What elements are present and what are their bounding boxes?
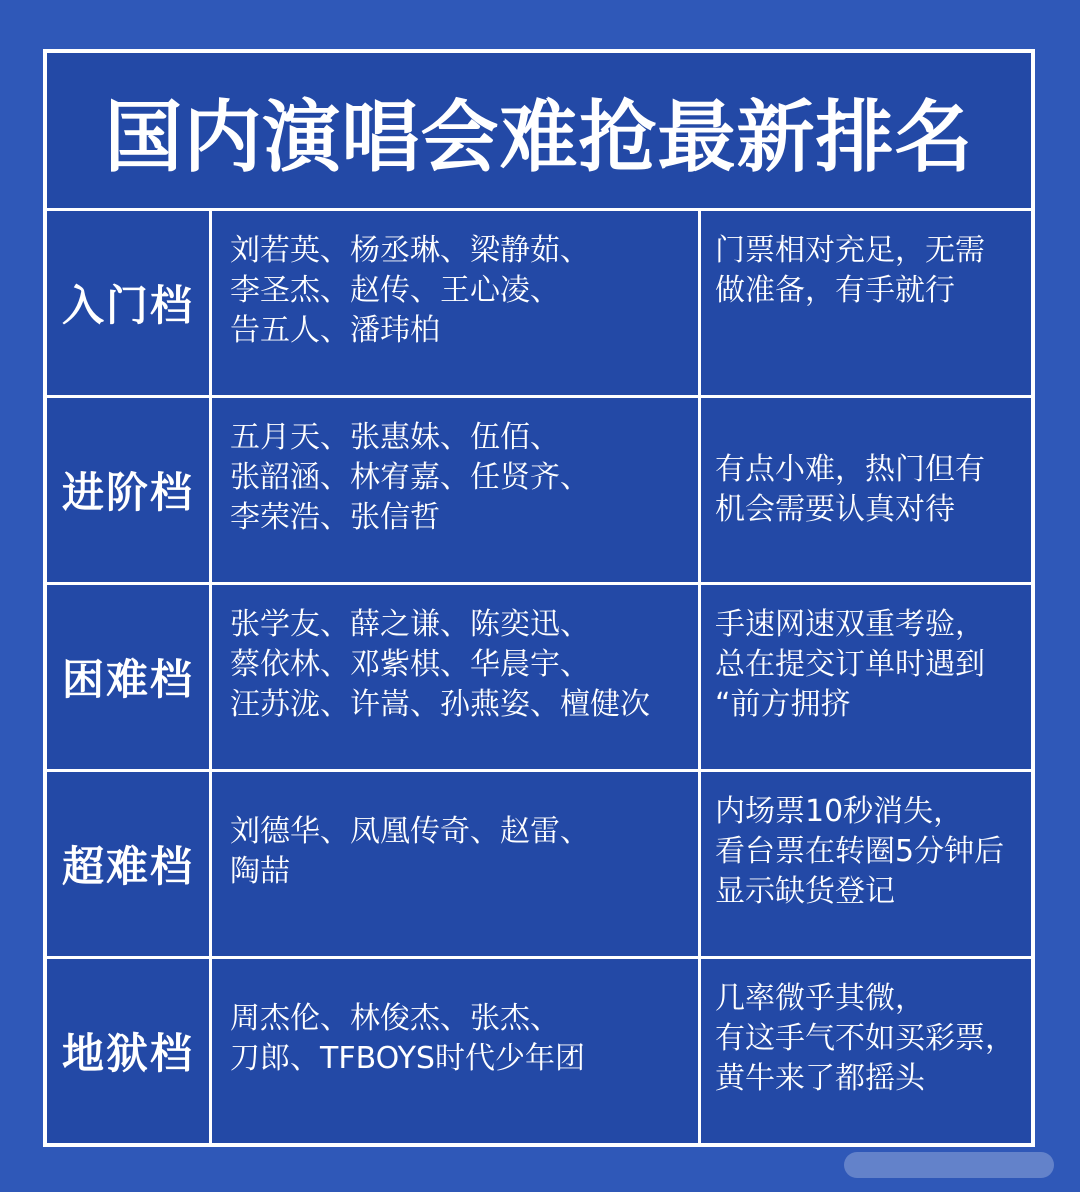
tier-label: 入门档 bbox=[47, 208, 209, 395]
artist-line: 张学友、薛之谦、陈奕迅、 bbox=[230, 607, 590, 642]
description-line: 看台票在转圈5分钟后 bbox=[715, 834, 1005, 869]
tier-description bbox=[698, 769, 1031, 956]
description-line: 内场票10秒消失， bbox=[715, 794, 964, 829]
artist-line: 李圣杰、赵传、王心凌、 bbox=[230, 273, 560, 308]
description-line: 做准备，有手就行 bbox=[715, 273, 955, 308]
tier-label: 进阶档 bbox=[47, 395, 209, 582]
tier-description bbox=[698, 395, 1031, 582]
artist-line: 周杰伦、林俊杰、张杰、 bbox=[230, 1001, 560, 1036]
artist-list bbox=[209, 395, 698, 582]
artist-line: 告五人、潘玮柏 bbox=[230, 313, 440, 348]
description-line: 几率微乎其微， bbox=[715, 981, 925, 1016]
artist-line: 蔡依林、邓紫棋、华晨宇、 bbox=[230, 647, 590, 682]
description-line: 总在提交订单时遇到 bbox=[715, 647, 985, 682]
artist-list bbox=[209, 208, 698, 395]
ranking-table-frame bbox=[43, 49, 1035, 1147]
description-line: 显示缺货登记 bbox=[715, 874, 895, 909]
artist-line: 张韶涵、林宥嘉、任贤齐、 bbox=[230, 460, 590, 495]
tier-description bbox=[698, 582, 1031, 769]
artist-line: 陶喆 bbox=[230, 854, 290, 889]
artist-line: 刘德华、凤凰传奇、赵雷、 bbox=[230, 814, 590, 849]
watermark-blur bbox=[844, 1152, 1054, 1178]
artist-line: 刀郎、TFBOYS时代少年团 bbox=[230, 1041, 585, 1076]
description-line: 门票相对充足，无需 bbox=[715, 233, 985, 268]
tier-label: 超难档 bbox=[47, 769, 209, 956]
artist-line: 李荣浩、张信哲 bbox=[230, 500, 440, 535]
description-line: 手速网速双重考验， bbox=[715, 607, 985, 642]
description-line: “前方拥挤 bbox=[715, 687, 851, 722]
artist-list bbox=[209, 956, 698, 1143]
description-line: 黄牛来了都摇头 bbox=[715, 1061, 925, 1096]
artist-line: 五月天、张惠妹、伍佰、 bbox=[230, 420, 560, 455]
tier-label: 地狱档 bbox=[47, 956, 209, 1143]
ranking-grid bbox=[47, 208, 1031, 1143]
artist-line: 汪苏泷、许嵩、孙燕姿、檀健次 bbox=[230, 687, 650, 722]
artist-list bbox=[209, 769, 698, 956]
tier-description bbox=[698, 208, 1031, 395]
tier-label: 困难档 bbox=[47, 582, 209, 769]
page-title: 国内演唱会难抢最新排名 bbox=[104, 92, 974, 183]
description-line: 有点小难，热门但有 bbox=[715, 452, 985, 487]
description-line: 机会需要认真对待 bbox=[715, 492, 955, 527]
tier-description bbox=[698, 956, 1031, 1143]
artist-list bbox=[209, 582, 698, 769]
description-line: 有这手气不如买彩票， bbox=[715, 1021, 1015, 1056]
artist-line: 刘若英、杨丞琳、梁静茹、 bbox=[230, 233, 590, 268]
